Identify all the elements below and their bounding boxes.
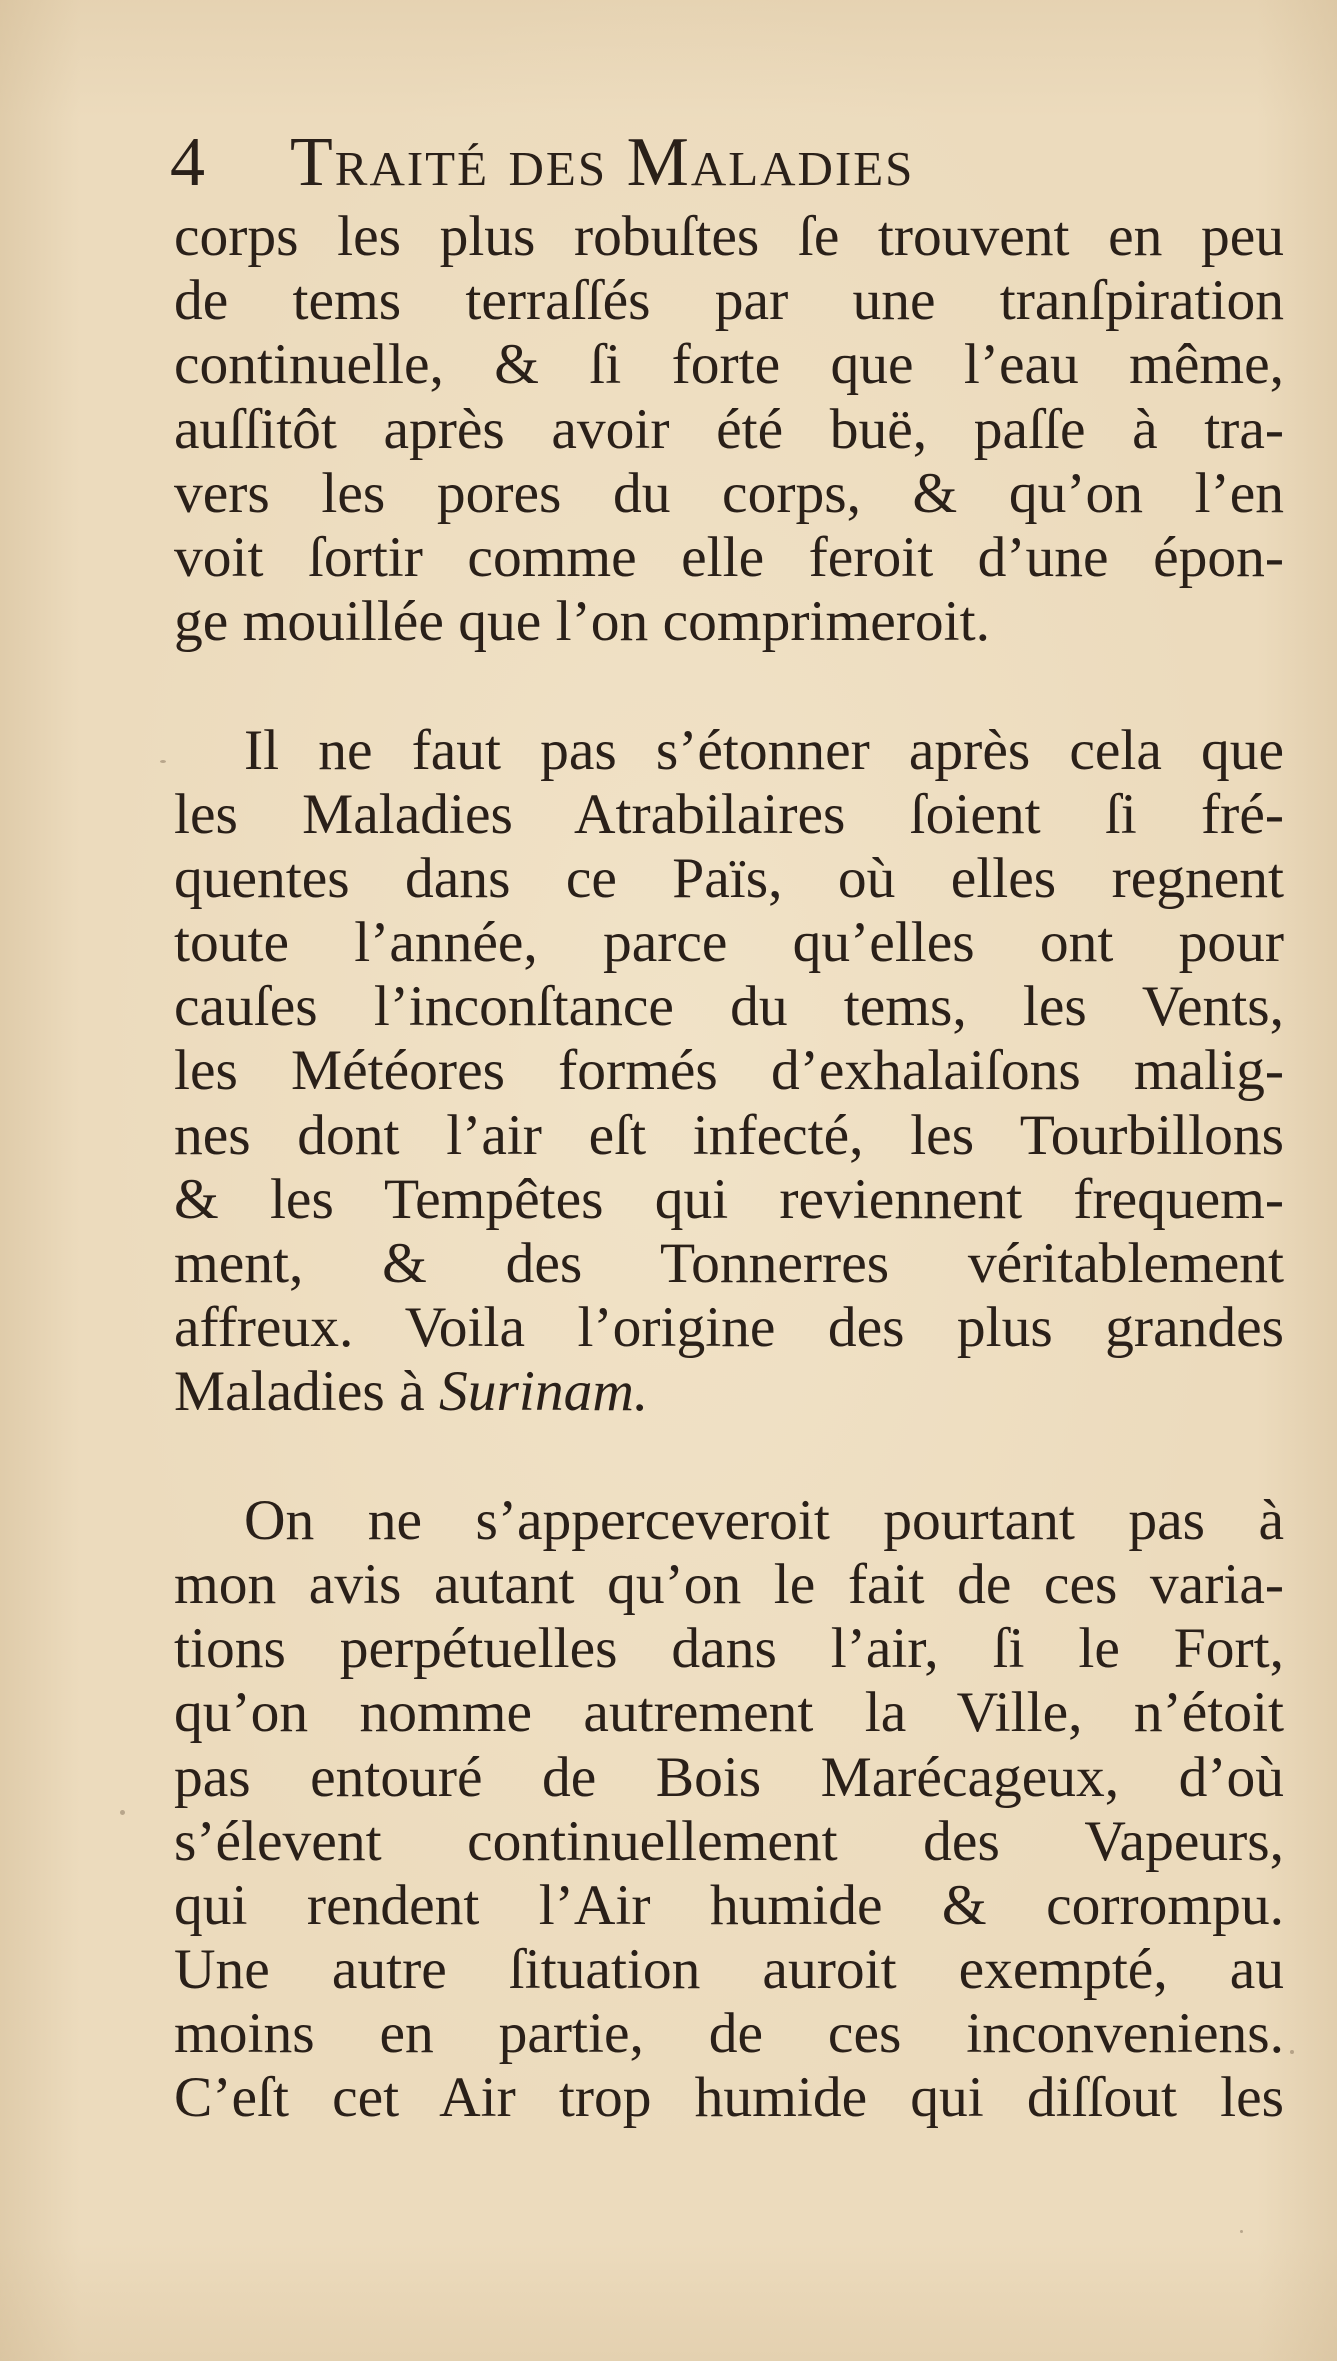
text-line: de tems terraſſés par une tranſpiration: [174, 269, 1284, 333]
paper-speck: [1240, 2230, 1243, 2233]
text-line: mon avis autant qu’on le fait de ces varia-: [174, 1552, 1284, 1616]
text-line: corps les plus robuſtes ſe trouvent en peu: [174, 205, 1284, 268]
text-line: ge mouillée que l’on comprimeroit.: [174, 590, 990, 654]
paper-speck: [1290, 2050, 1294, 2054]
text-line: auſſitôt après avoir été buë, paſſe à tra-: [174, 397, 1284, 461]
paragraph-spacer: [174, 654, 1284, 718]
paragraph-2: [174, 719, 1284, 1425]
text-line: moins en partie, de ces inconveniens.: [174, 2002, 1284, 2066]
text-line: ment, & des Tonnerres véritablement: [174, 1232, 1284, 1295]
text-line: On ne s’apperceveroit pourtant pas à: [244, 1488, 1284, 1552]
paragraph-spacer: [174, 1425, 1284, 1489]
page-number: 4: [170, 124, 207, 201]
text-line: vers les pores du corps, & qu’on l’en: [174, 461, 1284, 525]
text-line: C’eſt cet Air trop humide qui diſſout les: [174, 2066, 1284, 2130]
text-line: voit ſortir comme elle feroit d’une épon-: [174, 525, 1284, 589]
text-line: s’élevent continuellement des Vapeurs,: [174, 1809, 1284, 1873]
place-name-italic: Surinam.: [439, 1360, 649, 1424]
text-line: continuelle, & ſi forte que l’eau même,: [174, 333, 1284, 397]
text-line: & les Tempêtes qui reviennent frequem-: [174, 1167, 1284, 1231]
text-line: nes dont l’air eſt infecté, les Tourbillons: [174, 1103, 1284, 1167]
paper-speck: [160, 760, 166, 763]
running-title: Traité des Maladies: [290, 124, 915, 201]
paragraph-3: [174, 1489, 1284, 2131]
text-line: Une autre ſituation auroit exempté, au: [174, 1938, 1284, 2002]
text-line-prefix: Maladies à: [174, 1360, 440, 1424]
text-line-final: [174, 1360, 1284, 1424]
text-line: tions perpétuelles dans l’air, ſi le Fort,: [174, 1617, 1284, 1681]
text-line: qu’on nomme autrement la Ville, n’étoit: [174, 1681, 1284, 1745]
text-line: cauſes l’inconſtance du tems, les Vents,: [174, 975, 1284, 1039]
text-line: les Maladies Atrabilaires ſoient ſi fré-: [174, 782, 1284, 846]
text-line: les Météores formés d’exhalaiſons malig-: [174, 1039, 1284, 1103]
text-line: Il ne faut pas s’étonner après cela que: [244, 718, 1284, 782]
text-line: affreux. Voila l’origine des plus grandes: [174, 1296, 1284, 1360]
text-line: toute l’année, parce qu’elles ont pour: [174, 911, 1284, 975]
text-line: pas entouré de Bois Marécageux, d’où: [174, 1745, 1284, 1809]
text-line: qui rendent l’Air humide & corrompu.: [174, 1873, 1284, 1937]
paragraph-1: [174, 205, 1284, 654]
paper-speck: [120, 1810, 125, 1815]
running-head: [170, 118, 1170, 208]
text-line: quentes dans ce Païs, où elles regnent: [174, 846, 1284, 910]
body-text: [174, 205, 1284, 2131]
